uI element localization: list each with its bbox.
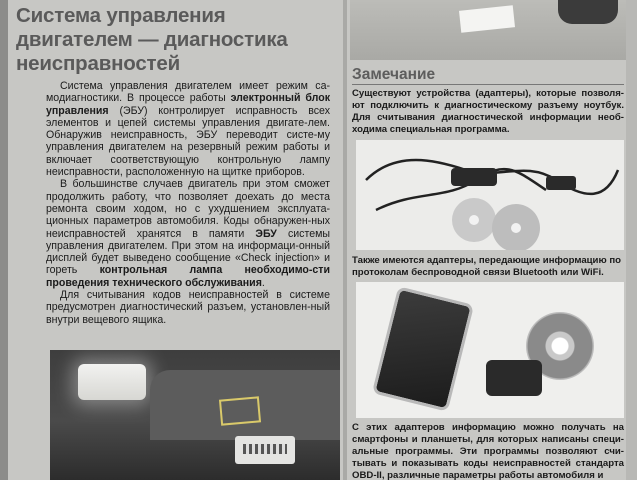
top-photo-fragment	[350, 0, 626, 60]
column-gutter	[343, 0, 347, 480]
body-text	[46, 80, 330, 326]
left-column	[16, 4, 338, 76]
paragraph-1	[46, 80, 330, 178]
p2-bold-ebu: ЭБУ	[255, 227, 277, 240]
glovebox-photo	[50, 350, 340, 480]
note-text-smartphones: С этих адаптеров информацию можно получать на смартфоны и планшеты, для которых написаны специ-альные программы. Эти программы позволяют счи-тывать и показывать коды неисправностей стандарта OBD-II, различные параметры работы автомобиля и	[352, 422, 624, 480]
page-left-edge	[0, 0, 8, 480]
connector-highlight-frame	[219, 396, 261, 425]
paragraph-3	[46, 289, 330, 326]
note-text-wireless: Также имеются адаптеры, передающие информацию по протоколам беспроводной связи Bluetooth или WiFi.	[352, 255, 621, 278]
top-photo-object-white	[459, 5, 515, 33]
p1-bold-ebu: электронный блок управления	[46, 92, 330, 117]
title-line-1: Система управления	[16, 4, 226, 27]
note-title: Замечание	[352, 66, 436, 83]
top-photo-object-dark	[558, 0, 618, 24]
p2-text-a: В большинстве случаев двигатель при этом сможет продолжить работу, что позволяет доехать до места ремонта своим ходом, но с ухудшением эксплуата-ционных параметров автомобиля. Коды обнаружен-ных неисправностей хранятся в памяти	[46, 178, 330, 240]
section-title	[16, 4, 338, 76]
note-rule	[352, 84, 624, 85]
wireless-adapter-photo	[356, 282, 624, 418]
p2-text-c: .	[261, 276, 265, 289]
smartphone	[372, 286, 474, 412]
obd-adapter	[486, 360, 542, 396]
cables-and-discs-drawing	[356, 140, 624, 250]
note-text-adapters: Существуют устройства (адаптеры), которые позволя-ют подключить к диагностическому разъему ноутбук. Для считывания диагностической информации необ-ходима специальная программа.	[352, 88, 624, 135]
cable-adapter-photo	[356, 140, 624, 250]
p1-text-b: (ЭБУ) контролирует исправность всех элементов и цепей системы управления двигате-лем. Обнаружив неисправность, ЭБУ переводит систе-му управления двигателем на резервный режим работы и включает соответствующую контрольную лампу неисправности, расположенную на щитке приборов.	[46, 104, 330, 179]
p2-bold-lamp: контрольная лампа необходимо-сти проведения технического обслуживания	[46, 264, 330, 289]
glovebox-lamp	[78, 364, 146, 400]
p3-text: Для считывания кодов неисправностей в системе предусмотрен диагностический разъем, установлен-ный внутри вещевого ящика.	[46, 289, 330, 326]
title-line-3: неисправностей	[16, 52, 180, 75]
title-line-2: двигателем — диагностика	[16, 28, 288, 51]
p1-text-a: Система управления двигателем имеет режим са-модиагностики. В процессе работы	[46, 80, 330, 105]
paragraph-2	[46, 178, 330, 289]
diagnostic-connector	[235, 436, 295, 464]
page-right-edge	[626, 0, 637, 480]
p2-text-b: системы управления двигателем. При этом на информаци-онный дисплей будет выведено сообщение «Check injection» и гореть	[46, 227, 330, 277]
